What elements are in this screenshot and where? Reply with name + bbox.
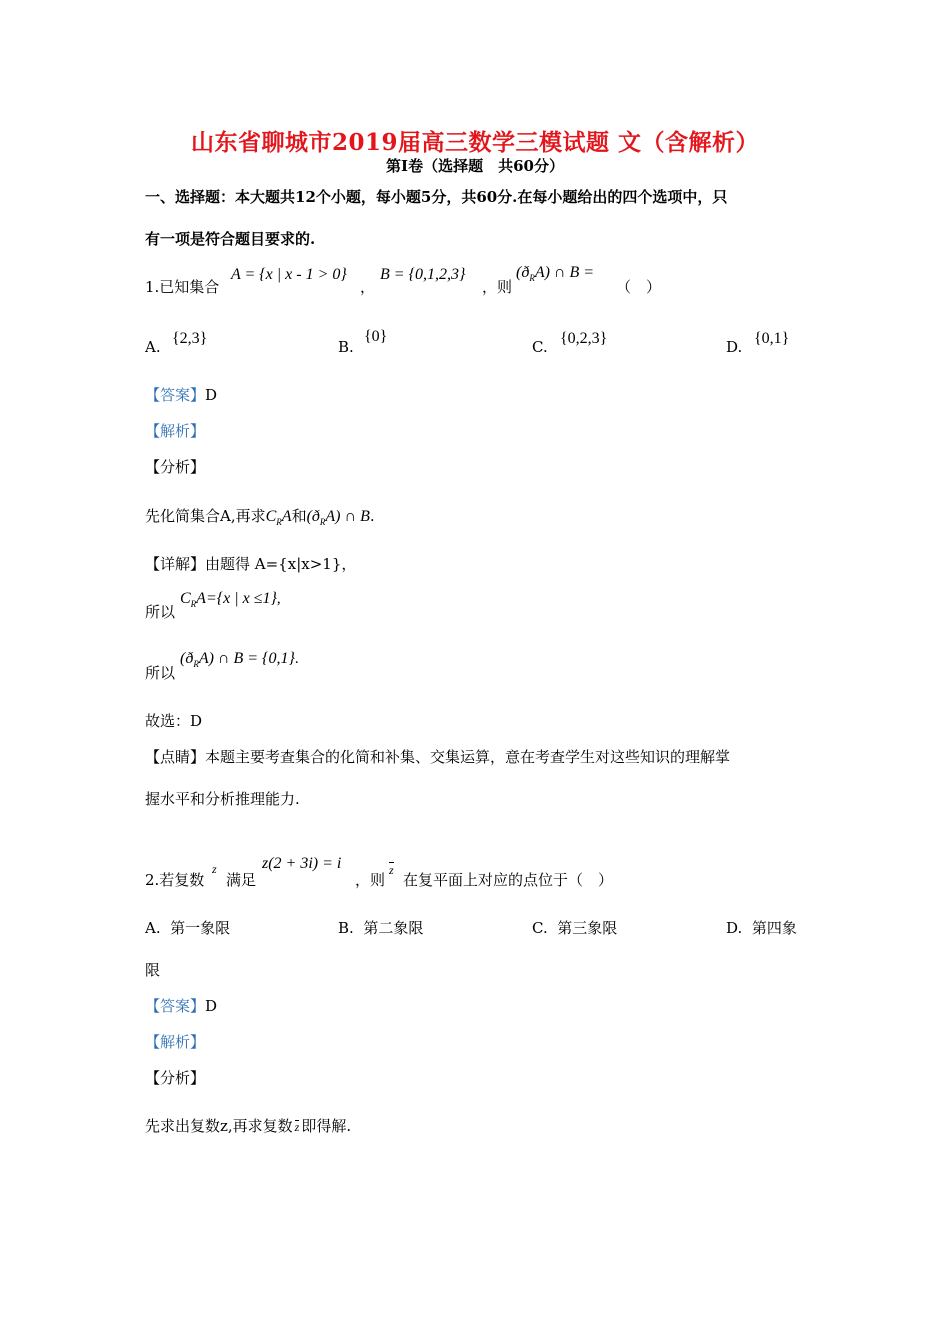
q2-option-c xyxy=(532,917,617,938)
q2-equation: z(2 + 3i) = i xyxy=(262,855,342,872)
q2-zbar: z xyxy=(389,863,394,877)
q2-option-a-value: 第一象限 xyxy=(170,919,231,937)
q1-prefix: 1.已知集合 xyxy=(145,278,220,296)
q1-option-c-value: {0,2,3} xyxy=(560,330,608,347)
page-subtitle: 第Ⅰ卷（选择题 共60分） xyxy=(386,157,564,175)
q1-expression xyxy=(516,264,594,283)
q1-fenxi-expr-sub: R xyxy=(319,517,326,528)
q2-option-b-value: 第二象限 xyxy=(363,919,424,937)
q1-option-c-label: C. xyxy=(532,338,548,356)
q1-dianjing-text1: 本题主要考查集合的化简和补集、交集运算，意在考查学生对这些知识的理解掌 xyxy=(205,748,731,766)
q2-option-a xyxy=(145,917,230,938)
q2-option-c-value: 第三象限 xyxy=(557,919,618,937)
q1-dianjing-tag: 【点睛】 xyxy=(145,748,206,766)
q2-z: z xyxy=(212,862,217,876)
q2-option-c-label: C. xyxy=(532,919,548,937)
q1-fenxi-c: C xyxy=(265,508,277,525)
q1-option-b-value: {0} xyxy=(364,328,388,345)
q1-line2-end: , xyxy=(276,591,281,607)
q1-complement-line xyxy=(180,590,281,609)
q1-line3-sub: R xyxy=(193,659,199,670)
q1-expr-rest: A) ∩ B = xyxy=(534,264,595,281)
q1-fenxi-expr-open: (ð xyxy=(306,508,320,525)
page-title: 山东省聊城市2019届高三数学三模试题 文（含解析） xyxy=(190,129,760,156)
q1-line3-rest: A) ∩ B = {0,1} xyxy=(198,650,295,667)
q1-suoyi-1: 所以 xyxy=(145,603,176,621)
q2-jiexi-tag: 【解析】 xyxy=(145,1033,206,1051)
q2-fenxi-text xyxy=(145,1115,351,1136)
q1-comma1: ， xyxy=(360,278,376,296)
q2-option-d-value: 第四象 xyxy=(751,919,797,937)
q2-option-b xyxy=(338,917,423,938)
q1-fenxi-pre: 先化简集合A,再求 xyxy=(145,507,266,525)
q1-line2-sub: R xyxy=(190,599,197,610)
q2-rest: 在复平面上对应的点位于（ ） xyxy=(403,871,614,889)
q2-option-d-label: D. xyxy=(726,919,743,937)
q1-answer-row xyxy=(145,384,217,405)
q1-comma2: ，则 xyxy=(482,278,513,296)
q1-set-b: B = {0,1,2,3} xyxy=(380,266,466,283)
q1-answer-paren: （ ） xyxy=(616,278,662,296)
q1-fenxi-c-sub: R xyxy=(276,517,282,528)
q1-option-d-label: D. xyxy=(726,338,743,356)
q1-set-a: A = {x | x - 1 > 0} xyxy=(231,266,347,283)
q2-option-b-label: B. xyxy=(338,919,354,937)
q1-fenxi-expr-rest: A) ∩ B xyxy=(325,508,370,525)
q2-option-a-label: A. xyxy=(145,919,161,937)
q2-fenxi-end: 即得解. xyxy=(301,1117,352,1135)
q1-fenxi-tag: 【分析】 xyxy=(145,458,206,476)
q2-option-d-wrap: 限 xyxy=(145,961,161,979)
q1-option-a-value: {2,3} xyxy=(172,330,208,347)
q1-fenxi-c-rest: A xyxy=(281,508,292,525)
q2-then: ，则 xyxy=(355,871,386,889)
q1-option-d-value: {0,1} xyxy=(754,330,790,347)
q1-fenxi-text xyxy=(145,505,375,527)
q1-answer-value: D xyxy=(205,386,218,404)
q1-option-a-label: A. xyxy=(145,338,161,356)
q1-line3-open: (ð xyxy=(180,650,194,667)
q1-jiexi-tag: 【解析】 xyxy=(145,422,206,440)
q2-fenxi-zbar: z xyxy=(294,1120,300,1134)
q2-option-d xyxy=(726,917,797,938)
section-instructions-line2: 有一项是符合题目要求的. xyxy=(145,230,316,248)
q1-expr-sub: R xyxy=(529,273,535,284)
q1-answer-tag: 【答案】 xyxy=(145,386,206,404)
q2-fenxi-pre: 先求出复数z,再求复数 xyxy=(145,1117,293,1135)
q1-suoyi-2: 所以 xyxy=(145,664,176,682)
q2-answer-value: D xyxy=(205,997,218,1015)
section-instructions-line1: 一、选择题：本大题共12个小题，每小题5分，共60分.在每小题给出的四个选项中，只 xyxy=(145,188,728,206)
q2-prefix: 2.若复数 xyxy=(145,871,205,889)
q1-fenxi-and: 和 xyxy=(291,507,307,525)
q1-expr-open: (ð xyxy=(516,264,530,281)
q1-dianjing-line1 xyxy=(145,746,730,767)
q1-fenxi-end: . xyxy=(369,507,375,525)
q1-guxuan: 故选：D xyxy=(145,712,203,730)
q1-fenxi-expression xyxy=(306,508,370,528)
q2-satisfy: 满足 xyxy=(226,871,257,889)
q2-fenxi-tag: 【分析】 xyxy=(145,1069,206,1087)
q2-answer-tag: 【答案】 xyxy=(145,997,206,1015)
q1-line2-rest: A={x | x ≤1} xyxy=(196,590,277,607)
q1-detail-tag: 【详解】 xyxy=(145,555,206,573)
q1-fenxi-complement xyxy=(265,508,292,528)
q1-result-line xyxy=(180,650,299,669)
q1-dianjing-line2: 握水平和分析推理能力. xyxy=(145,790,300,808)
q1-line2-c: C xyxy=(180,590,191,607)
q1-detail-row xyxy=(145,553,356,574)
q1-option-b-label: B. xyxy=(338,338,354,356)
q1-line3-end: . xyxy=(294,651,299,667)
q1-detail-text: 由题得 A={x|x>1}， xyxy=(205,555,357,573)
q2-answer-row xyxy=(145,995,217,1016)
